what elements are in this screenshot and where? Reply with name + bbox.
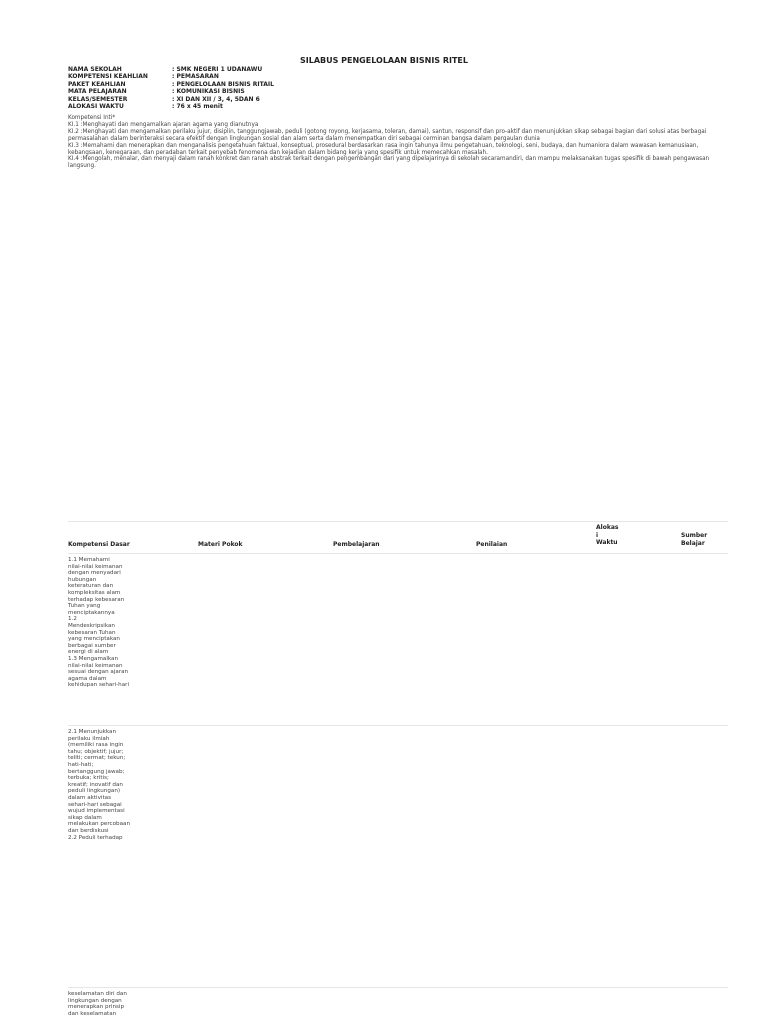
ki-item: KI.3 :Memahami dan menerapkan dan menganalisis pengetahuan faktual, konseptual, prosedural berdasarkan rasa ingin tahunya ilmu pengetahuan, teknologi, seni, budaya, dan humaniora dalam wawasan kemanusiaan, kebangsaan, kenegaraan, dan peradaban terkait penyebab fenomena dan kejadian dalam bidang kerja yang spesifik untuk memecahkan masalah. — [68, 142, 699, 156]
kd-item: keselamatan diri dan lingkungan dengan menerapkan prinsip dan keselamatan — [68, 991, 127, 1017]
kd-cell-continued — [68, 991, 140, 1017]
identity-row — [68, 66, 274, 73]
ki-item: KI.2 :Menghayati dan mengamalkan perilaku jujur, disiplin, tanggungjawab, peduli (gotong royong, kerjasama, toleran, damai), santun, responsif dan pro-aktif dan menunjukkan sikap sebagai bagian dari solusi atas berbagai permasalahan dalam berinteraksi secara efektif dengan lingkungan sosial dan alam serta dalam menempatkan diri sebagai cerminan bangsa dalam pergaulan dunia — [68, 128, 707, 142]
identity-value: : PEMASARAN — [172, 73, 219, 81]
ki-item: KI.1 :Menghayati dan mengamalkan ajaran agama yang dianutnya — [68, 121, 259, 128]
table-top-rule — [68, 521, 728, 522]
kompetensi-inti — [68, 115, 718, 170]
identity-key: KOMPETENSI KEAHLIAN — [68, 73, 148, 81]
identity-row — [68, 81, 274, 88]
identity-key: MATA PELAJARAN — [68, 88, 127, 96]
ki-heading: Kompetensi Inti* — [68, 115, 116, 121]
page-break-rule — [68, 987, 728, 988]
kd-item: 2.2 Peduli terhadap — [68, 834, 123, 841]
header-penilaian: Penilaian — [476, 541, 508, 548]
school-identity — [68, 66, 274, 110]
document-title: SILABUS PENGELOLAAN BISNIS RITEL — [299, 56, 468, 65]
header-alokasi-waktu: Alokas i Waktu — [596, 524, 619, 546]
identity-key: KELAS/SEMESTER — [68, 95, 128, 103]
header-sumber-belajar: Sumber Belajar — [681, 532, 708, 547]
header-materi-pokok: Materi Pokok — [198, 541, 243, 548]
identity-row — [68, 96, 274, 103]
identity-value: : 76 x 45 menit — [172, 103, 223, 111]
row-rule — [68, 725, 728, 726]
identity-key: ALOKASI WAKTU — [68, 103, 124, 111]
header-kompetensi-dasar: Kompetensi Dasar — [68, 541, 130, 548]
kd-cell-spiritual — [68, 557, 140, 689]
identity-row — [68, 88, 274, 95]
identity-row — [68, 73, 274, 80]
identity-key: NAMA SEKOLAH — [68, 66, 122, 73]
ki-item: KI.4 :Mengolah, menalar, dan menyaji dalam ranah konkret dan ranah abstrak terkait dengan pengembangan dari yang dipelajarinya di sekolah secaramandiri, dan mampu melaksanakan tugas spesifik di bawah pengawasan langsung. — [68, 156, 710, 170]
identity-value: : XI DAN XII / 3, 4, 5DAN 6 — [172, 95, 260, 103]
identity-value: : KOMUNIKASI BISNIS — [172, 88, 245, 96]
identity-row — [68, 103, 274, 110]
kd-item: 1.3 Mengamalkan nilai-nilai keimanan sesuai dengan ajaran agama dalam kehidupan sehari-hari — [68, 655, 130, 689]
identity-value: : PENGELOLAAN BISNIS RITAIL — [172, 80, 274, 88]
header-rule — [68, 553, 728, 554]
header-pembelajaran: Pembelajaran — [333, 541, 380, 548]
identity-key: PAKET KEAHLIAN — [68, 80, 126, 88]
kd-item: 2.1 Menunjukkan perilaku ilmiah (memiliki rasa ingin tahu; objektif; jujur; teliti; cermat; tekun; hati-hati; bertanggung jawab; terbuka; kritis; kreatif; inovatif dan peduli lingkungan) dalam aktivitas sehari-hari sebagai wujud implementasi sikap dalam melakukan percobaan dan berdiskusi — [68, 729, 130, 834]
kd-item: 1.1 Memahami nilai-nilai keimanan dengan menyadari hubungan keteraturan dan kompleksitas alam terhadap kebesaran Tuhan yang menciptakannya — [68, 557, 125, 616]
kd-item: 1.2 Mendeskripsikan kebesaran Tuhan yang menciptakan berbagai sumber energi di alam — [68, 616, 120, 656]
kd-cell-social — [68, 729, 140, 841]
identity-value: : SMK NEGERI 1 UDANAWU — [172, 66, 263, 73]
